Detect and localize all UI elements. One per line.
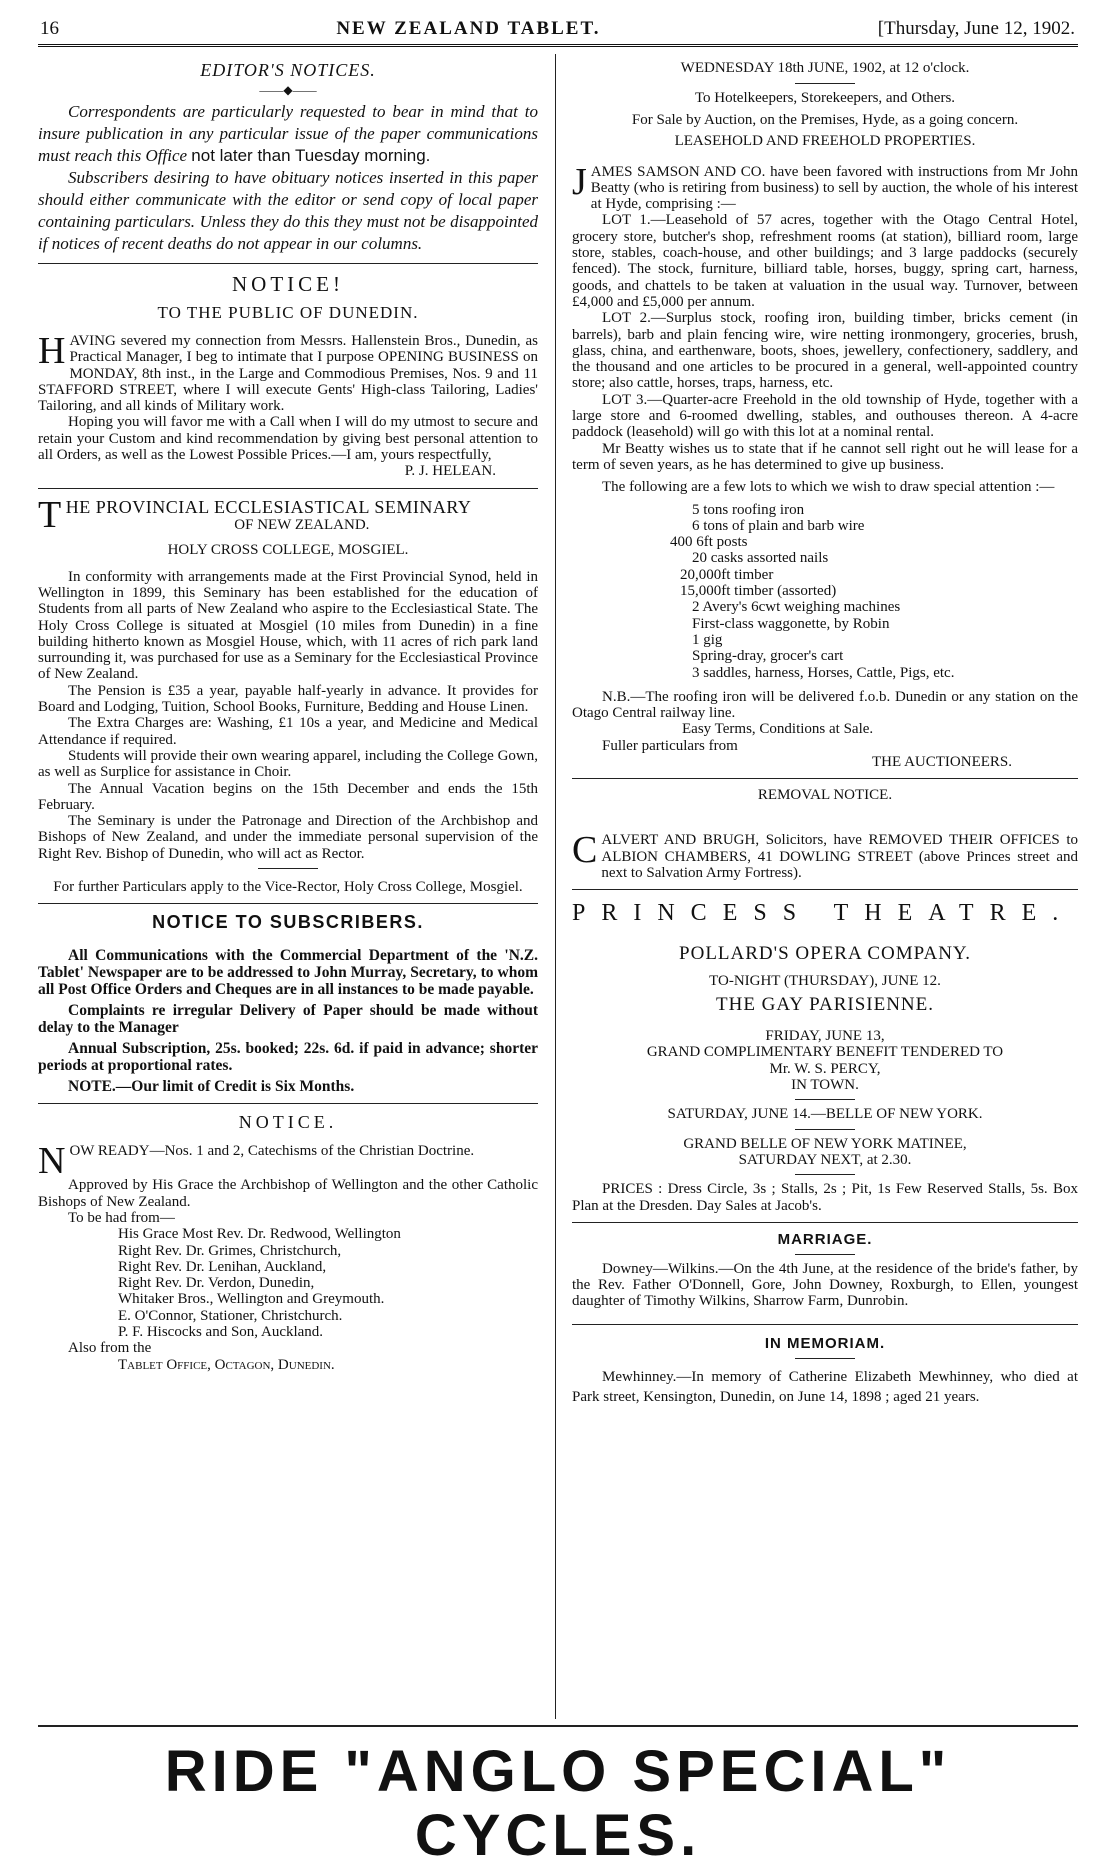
lot-item: 400 6ft posts bbox=[670, 534, 748, 551]
theatre-saturday: SATURDAY, JUNE 14.—BELLE OF NEW YORK. bbox=[667, 1106, 983, 1123]
auction-fuller: Fuller particulars from bbox=[602, 737, 738, 754]
lot-item: 2 Avery's 6cwt weighing machines bbox=[692, 599, 901, 616]
helean-notice bbox=[38, 272, 538, 480]
marriage-title: MARRIAGE. bbox=[777, 1230, 873, 1248]
seminary-title2: OF NEW ZEALAND. bbox=[234, 516, 370, 533]
removal-text: CALVERT AND BRUGH, Solicitors, have REMOVED THEIR OFFICES to ALBION CHAMBERS, 41 DOWLING STREET (above Princes street and next to Salvation Army Fortress). bbox=[572, 829, 1078, 881]
auction-to: To Hotelkeepers, Storekeepers, and Others. bbox=[694, 90, 956, 106]
seminary-further: For further Particulars apply to the Vice-Rector, Holy Cross College, Mosgiel. bbox=[53, 879, 523, 896]
seminary-para6: The Seminary is under the Patronage and Direction of the Archbishop and Bishops of New Zealand, and under the immediate personal supervision of the Right Rev. Bishop of Dunedin, who will act as Rector. bbox=[38, 813, 538, 862]
cycles-advert: RIDE "ANGLO SPECIAL" CYCLES. bbox=[164, 1739, 952, 1868]
editors-notices-para1: Correspondents are particularly requested to bear in mind that to insure publication in any particular issue of the paper communications must reach this Office not later than Tuesday morning. bbox=[38, 102, 538, 165]
theatre-name: PRINCESS THEATRE. bbox=[572, 900, 1075, 927]
theatre-friday2: GRAND COMPLIMENTARY BENEFIT TENDERED TO bbox=[646, 1044, 1004, 1061]
theatre-friday: FRIDAY, JUNE 13, bbox=[765, 1028, 885, 1045]
auction-for-sale: For Sale by Auction, on the Premises, Hyde, as a going concern. bbox=[631, 112, 1019, 129]
removal-notice bbox=[572, 787, 1078, 881]
section-rule bbox=[572, 1324, 1078, 1325]
section-rule bbox=[572, 778, 1078, 779]
helean-signature: P. J. HELEAN. bbox=[404, 463, 496, 480]
helean-subtitle: TO THE PUBLIC OF DUNEDIN. bbox=[157, 303, 419, 322]
section-rule bbox=[38, 903, 538, 904]
column-divider bbox=[555, 54, 556, 1719]
auction-auctioneers: THE AUCTIONEERS. bbox=[872, 753, 1012, 770]
header-rule bbox=[38, 44, 1078, 47]
seminary-subtitle: HOLY CROSS COLLEGE, MOSGIEL. bbox=[167, 541, 409, 558]
lot-item: 3 saddles, harness, Horses, Cattle, Pigs, etc. bbox=[692, 664, 955, 681]
short-rule bbox=[795, 1129, 855, 1130]
seller-item: E. O'Connor, Stationer, Christchurch. bbox=[118, 1307, 343, 1324]
auction-date: WEDNESDAY 18th JUNE, 1902, at 12 o'clock. bbox=[680, 60, 970, 76]
theatre-matinee: GRAND BELLE OF NEW YORK MATINEE, bbox=[683, 1135, 967, 1152]
auction-following: The following are a few lots to which we wish to draw special attention :— bbox=[602, 479, 1055, 496]
theatre-advert bbox=[572, 900, 1078, 1214]
lot-item: 15,000ft timber (assorted) bbox=[680, 583, 837, 600]
subscribers-notice bbox=[38, 912, 538, 1095]
memoriam-notice bbox=[572, 1335, 1078, 1407]
right-column bbox=[572, 60, 1078, 1407]
seller-item: Right Rev. Dr. Verdon, Dunedin, bbox=[118, 1275, 315, 1292]
lot-item: 1 gig bbox=[692, 631, 723, 648]
catechism-title: NOTICE. bbox=[238, 1112, 338, 1133]
lot-item: 5 tons roofing iron bbox=[692, 501, 805, 518]
section-rule bbox=[572, 1222, 1078, 1223]
subscribers-para1: All Communications with the Commercial Department of the 'N.Z. Tablet' Newspaper are to be addressed to John Murray, Secretary, to whom all Post Office Orders and Cheques are in all instances to be made payable. bbox=[38, 947, 538, 999]
catechism-office: Tablet Office, Octagon, Dunedin. bbox=[118, 1356, 335, 1373]
section-rule bbox=[38, 263, 538, 264]
seminary-para4: Students will provide their own wearing apparel, including the College Gown, as well as Surplice for assistance in Choir. bbox=[38, 747, 538, 781]
short-rule bbox=[258, 868, 318, 869]
theatre-prices: PRICES : Dress Circle, 3s ; Stalls, 2s ; Pit, 1s Few Reserved Stalls, 5s. Box Plan at the Dresden. Day Sales at Jacob's. bbox=[572, 1181, 1078, 1214]
editors-notices-para2: Subscribers desiring to have obituary notices inserted in this paper should either communicate with the editor or send copy of local paper containing particulars. Unless they do this they must not be disappointed if notices of recent deaths do not appear in our columns. bbox=[38, 168, 538, 253]
theatre-matinee2: SATURDAY NEXT, at 2.30. bbox=[738, 1151, 912, 1168]
seminary-para2: The Pension is £35 a year, payable half-yearly in advance. It provides for Board and Lodging, Tuition, School Books, Furniture, Bedding and House Linen. bbox=[38, 682, 538, 716]
short-rule bbox=[795, 1358, 855, 1359]
subscribers-para4: NOTE.—Our limit of Credit is Six Months. bbox=[68, 1078, 355, 1096]
seminary-para1: In conformity with arrangements made at the First Provincial Synod, held in Wellington in 1899, this Seminary has been established for the education of Students from all parts of New Zealand who aspire to the Ecclesiastical State. The Holy Cross College is situated at Mosgiel (10 miles from Dunedin) in a fine building hitherto known as Mosgiel House, which, with 11 acres of rich park land surrounding it, was purchased for use as a Seminary for the Ecclesiastical Province of New Zealand. bbox=[38, 568, 538, 683]
catechism-sellers bbox=[118, 1226, 538, 1340]
left-column bbox=[38, 60, 538, 1373]
auction-beatty: Mr Beatty wishes us to state that if he cannot sell right out he will lease for a term of seven years, as he has determined to give up business. bbox=[572, 440, 1078, 473]
theatre-tonight: TO-NIGHT (THURSDAY), JUNE 12. bbox=[709, 973, 941, 990]
section-rule bbox=[38, 488, 538, 489]
helean-title: NOTICE! bbox=[232, 272, 344, 296]
auction-lot-list bbox=[572, 502, 1078, 681]
section-rule bbox=[38, 1103, 538, 1104]
theatre-company: POLLARD'S OPERA COMPANY. bbox=[679, 943, 971, 965]
auction-properties: LEASEHOLD AND FREEHOLD PROPERTIES. bbox=[674, 132, 976, 149]
catechism-para3: To be had from— bbox=[68, 1209, 175, 1226]
seller-item: P. F. Hiscocks and Son, Auckland. bbox=[118, 1323, 324, 1340]
helean-para1: HAVING severed my connection from Messrs. Hallenstein Bros., Dunedin, as Practical Manager, I beg to intimate that I purpose OPENING BUSINESS on MONDAY, 8th inst., in the Large and Commodious Premises, Nos. 9 and 11 STAFFORD STREET, where I will execute Gents' High-class Tailoring, Ladies' Tailoring, and all kinds of Military work. bbox=[38, 330, 538, 415]
removal-title: REMOVAL NOTICE. bbox=[757, 787, 893, 804]
seminary-title: THE PROVINCIAL ECCLESIASTICAL SEMINARY bbox=[38, 493, 472, 536]
seminary-notice bbox=[38, 493, 538, 896]
marriage-notice bbox=[572, 1231, 1078, 1310]
memoriam-text: Mewhinney.—In memory of Catherine Elizabeth Mewhinney, who died at Park street, Kensington, Dunedin, on June 14, 1898 ; aged 21 years. bbox=[572, 1368, 1078, 1405]
footer-rule bbox=[38, 1725, 1078, 1727]
catechism-para1: NOW READY—Nos. 1 and 2, Catechisms of the Christian Doctrine. bbox=[38, 1140, 475, 1183]
editors-notices-title: EDITOR'S NOTICES. bbox=[200, 60, 376, 80]
seller-item: Whitaker Bros., Wellington and Greymouth. bbox=[118, 1291, 385, 1308]
lot-item: First-class waggonette, by Robin bbox=[692, 615, 890, 632]
lot-item: Spring-dray, grocer's cart bbox=[692, 648, 844, 665]
theatre-play: THE GAY PARISIENNE. bbox=[716, 994, 934, 1016]
short-rule bbox=[795, 1099, 855, 1100]
ornament-divider: ——◆—— bbox=[259, 83, 317, 97]
auction-terms: Easy Terms, Conditions at Sale. bbox=[682, 721, 874, 738]
page-number: 16 bbox=[40, 18, 59, 39]
subscribers-para3: Annual Subscription, 25s. booked; 22s. 6d. if paid in advance; shorter periods at proportional rates. bbox=[38, 1040, 538, 1075]
seller-item: Right Rev. Dr. Grimes, Christchurch, bbox=[118, 1242, 342, 1259]
auction-lot2: LOT 2.—Surplus stock, roofing iron, building timber, bricks cement (in barrels), barb and plain fencing wire, wire netting ironmongery, groceries, brush, glass, china, and earthenware, boots, shoes, jewellery, confectionery, saddlery, and the thousand and one articles to be procured in a general, well-appointed country store; also cattle, horses, traps, harness, etc. bbox=[572, 310, 1078, 392]
auction-lot3: LOT 3.—Quarter-acre Freehold in the old township of Hyde, together with a large store and 6-roomed dwelling, stables, and outhouses thereon. A 4-acre paddock (leasehold) will go with this lot at a nominal rental. bbox=[572, 391, 1078, 441]
auction-nb: N.B.—The roofing iron will be delivered f.o.b. Dunedin or any station on the Otago Central railway line. bbox=[572, 688, 1078, 722]
lot-item: 6 tons of plain and barb wire bbox=[692, 517, 865, 534]
marriage-text: Downey—Wilkins.—On the 4th June, at the residence of the bride's father, by the Rev. Father O'Donnell, Gore, John Downey, Roxburgh, to Ellen, youngest daughter of Timothy Wilkins, Sharrow Farm, Dunrobin. bbox=[572, 1260, 1078, 1310]
seminary-para3: The Extra Charges are: Washing, £1 10s a year, and Medicine and Medical Attendance if required. bbox=[38, 715, 538, 748]
auction-notice bbox=[572, 60, 1078, 770]
seminary-para5: The Annual Vacation begins on the 15th December and ends the 15th February. bbox=[38, 780, 538, 813]
theatre-friday4: IN TOWN. bbox=[791, 1077, 859, 1094]
seller-item: His Grace Most Rev. Dr. Redwood, Wellington bbox=[118, 1226, 401, 1243]
seller-item: Right Rev. Dr. Lenihan, Auckland, bbox=[118, 1258, 327, 1275]
helean-para2: Hoping you will favor me with a Call when I will do my utmost to secure and retain your Custom and kind recommendation by giving best personal attention to all Orders, as well as the Lowest Possible Prices.—I am, yours respectfully, bbox=[38, 414, 538, 464]
memoriam-title: IN MEMORIAM. bbox=[764, 1334, 886, 1352]
masthead: NEW ZEALAND TABLET. bbox=[336, 18, 601, 39]
editors-notices bbox=[38, 60, 538, 255]
subscribers-para2: Complaints re irregular Delivery of Paper should be made without delay to the Manager bbox=[38, 1002, 538, 1037]
section-rule bbox=[572, 889, 1078, 890]
subscribers-title: NOTICE TO SUBSCRIBERS. bbox=[152, 912, 424, 933]
catechism-notice bbox=[38, 1112, 538, 1373]
auction-intro: JAMES SAMSON AND CO. have been favored with instructions from Mr John Beatty (who is retiring from business) to sell by auction, the whole of his interest at Hyde, comprising :— bbox=[572, 160, 1078, 213]
lot-item: 20 casks assorted nails bbox=[692, 550, 829, 567]
issue-date: [Thursday, June 12, 1902. bbox=[877, 18, 1075, 39]
page-header bbox=[40, 18, 1075, 46]
auction-lot1: LOT 1.—Leasehold of 57 acres, together with the Otago Central Hotel, grocery store, butcher's shop, refreshment rooms (at station), billiard room, large store, stables, coach-house, and other buildings; and 3 large paddocks (securely fenced). The stock, furniture, billiard table, horses, buggy, spring cart, harness, goods, and chattels to be taken at valuation in the usual way. Turnover, between £4,000 and £5,000 per annum. bbox=[572, 212, 1078, 310]
theatre-friday3: Mr. W. S. PERCY, bbox=[769, 1060, 881, 1077]
short-rule bbox=[795, 83, 855, 84]
catechism-para2: Approved by His Grace the Archbishop of Wellington and the other Catholic Bishops of New Zealand. bbox=[38, 1177, 538, 1210]
catechism-also: Also from the bbox=[68, 1340, 152, 1357]
lot-item: 20,000ft timber bbox=[680, 566, 774, 583]
short-rule bbox=[795, 1254, 855, 1255]
short-rule bbox=[795, 1174, 855, 1175]
